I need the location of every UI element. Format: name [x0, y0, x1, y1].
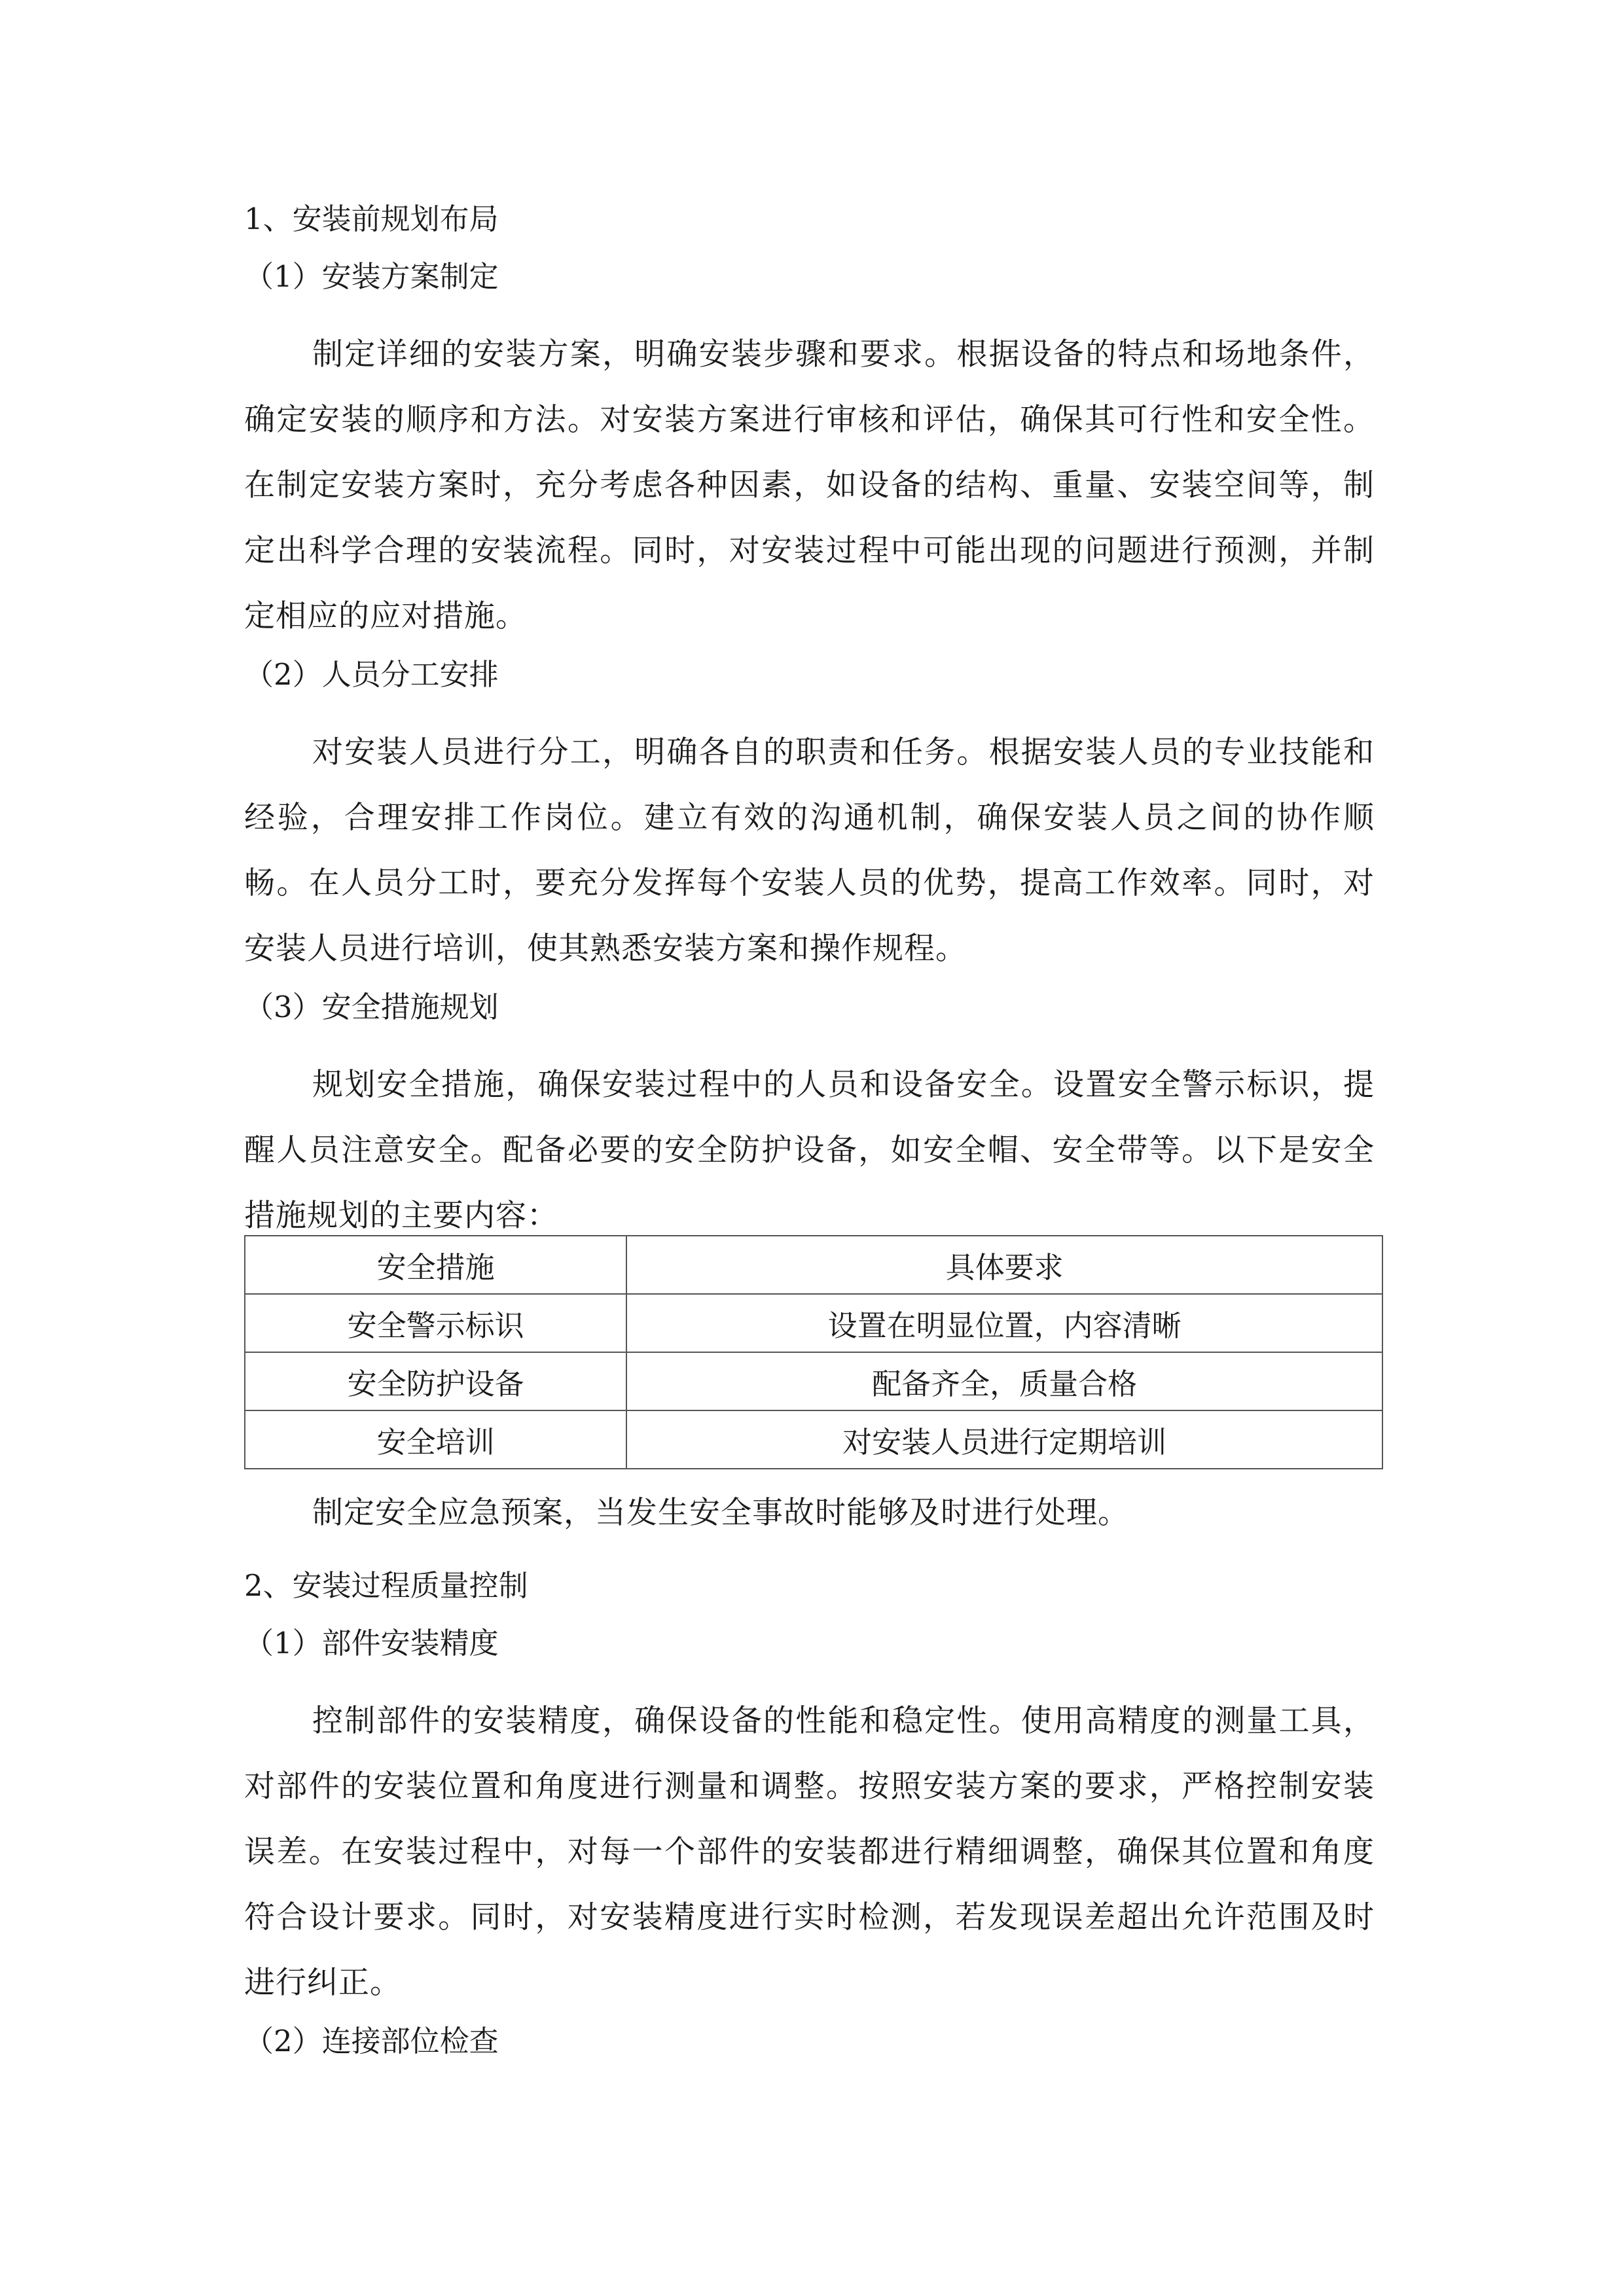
table-cell: 设置在明显位置，内容清晰: [626, 1294, 1382, 1352]
subsection-2-1-heading: （1）部件安装精度: [244, 1626, 499, 1660]
subsection-1-3-after-paragraph: 制定安全应急预案，当发生安全事故时能够及时进行处理。: [312, 1495, 1129, 1531]
subsection-1-2-heading: （2）人员分工安排: [244, 657, 499, 692]
table-cell: 安全培训: [245, 1410, 626, 1469]
table-row: [245, 1294, 1382, 1352]
table-row: [245, 1410, 1382, 1469]
subsection-1-2-paragraph: 对安装人员进行分工，明确各自的职责和任务。根据安装人员的专业技能和经验，合理安排工作岗位。建立有效的沟通机制，确保安装人员之间的协作顺畅。在人员分工时，要充分发挥每个安装人员的优势，提高工作效率。同时，对安装人员进行培训，使其熟悉安装方案和操作规程。: [244, 734, 1375, 967]
subsection-1-1-heading: （1）安装方案制定: [244, 259, 499, 294]
subsection-2-1-paragraph: 控制部件的安装精度，确保设备的性能和稳定性。使用高精度的测量工具，对部件的安装位置和角度进行测量和调整。按照安装方案的要求，严格控制安装误差。在安装过程中，对每一个部件的安装都进行精细调整，确保其位置和角度符合设计要求。同时，对安装精度进行实时检测，若发现误差超出允许范围及时进行纠正。: [244, 1703, 1375, 2001]
table-cell: 安全警示标识: [245, 1294, 626, 1352]
table-cell: 安全防护设备: [245, 1352, 626, 1410]
safety-measures-table: [244, 1235, 1383, 1469]
section-2-heading: 2、安装过程质量控制: [244, 1568, 528, 1603]
table-header-cell: 安全措施: [245, 1236, 626, 1294]
table-header-cell: 具体要求: [626, 1236, 1382, 1294]
subsection-1-1-paragraph: 制定详细的安装方案，明确安装步骤和要求。根据设备的特点和场地条件，确定安装的顺序和方法。对安装方案进行审核和评估，确保其可行性和安全性。在制定安装方案时，充分考虑各种因素，如设备的结构、重量、安装空间等，制定出科学合理的安装流程。同时，对安装过程中可能出现的问题进行预测，并制定相应的应对措施。: [244, 336, 1375, 634]
subsection-2-2-heading: （2）连接部位检查: [244, 2024, 499, 2058]
table-row: [245, 1352, 1382, 1410]
subsection-1-3-heading: （3）安全措施规划: [244, 990, 499, 1024]
subsection-1-3-paragraph: 规划安全措施，确保安装过程中的人员和设备安全。设置安全警示标识，提醒人员注意安全。配备必要的安全防护设备，如安全帽、安全带等。以下是安全措施规划的主要内容：: [244, 1067, 1375, 1234]
table-cell: 对安装人员进行定期培训: [626, 1410, 1382, 1469]
section-1-heading: 1、安装前规划布局: [244, 202, 499, 236]
table-header-row: [245, 1236, 1382, 1294]
table-cell: 配备齐全，质量合格: [626, 1352, 1382, 1410]
